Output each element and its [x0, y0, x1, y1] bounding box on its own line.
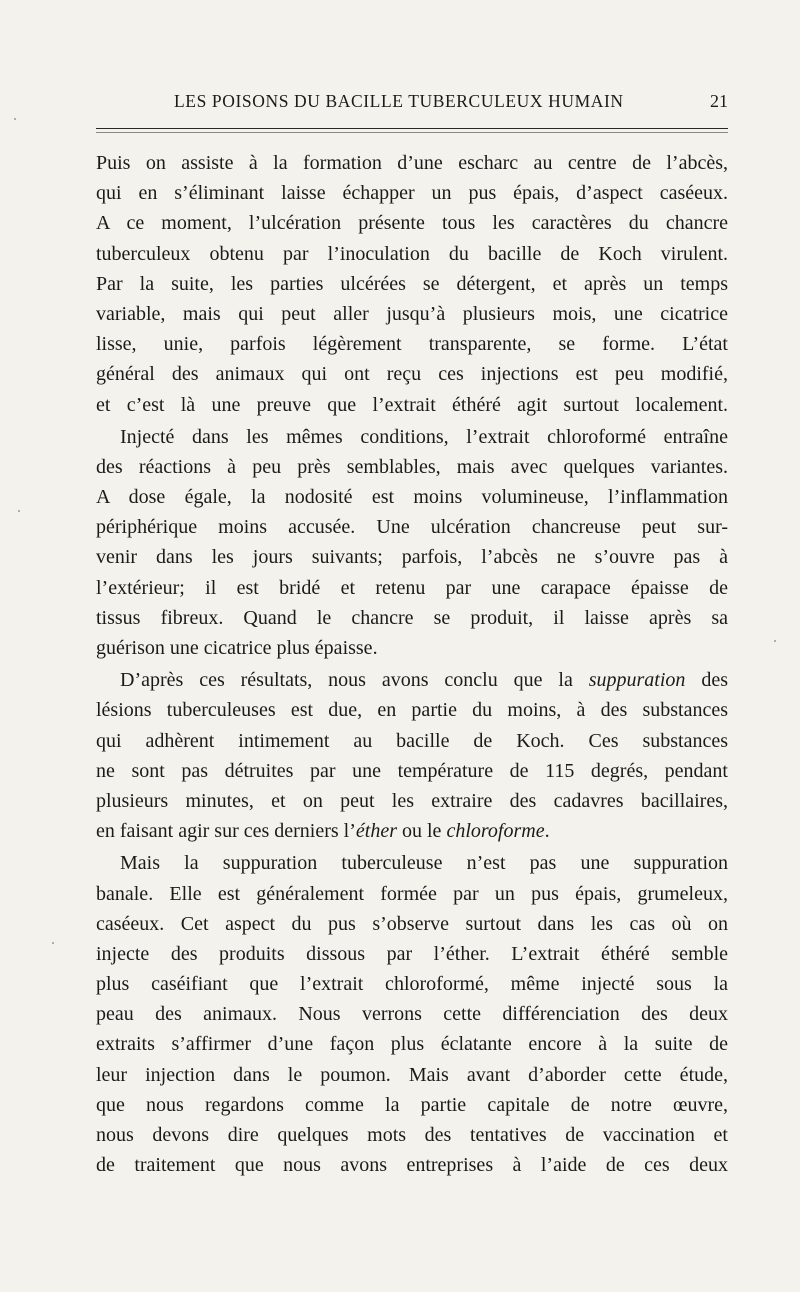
text-line: [96, 665, 728, 695]
text-line: qui adhèrent intimement au bacille de Koch. Ces substances: [96, 729, 728, 752]
text-line: lisse, unie, parfois légèrement transparente, se forme. L’état: [96, 333, 728, 356]
text-line: périphérique moins accusée. Une ulcération chancreuse peut sur-: [96, 516, 728, 539]
text-line: tuberculeux obtenu par l’inoculation du bacille de Koch virulent.: [96, 242, 728, 265]
paper-speck: [14, 118, 16, 120]
italic-term: suppuration: [588, 669, 686, 692]
text-line: Injecté dans les mêmes conditions, l’extrait chloroformé entraîne: [120, 425, 728, 448]
paragraph-1: [96, 148, 728, 420]
italic-term: éther: [355, 820, 397, 843]
text-line: des réactions à peu près semblables, mais avec quelques variantes.: [96, 455, 728, 478]
text-line: extraits s’affirmer d’une façon plus éclatante encore à la suite de: [96, 1033, 728, 1056]
text-line: banale. Elle est généralement formée par un pus épais, grumeleux,: [96, 882, 728, 905]
text-line: tissus fibreux. Quand le chancre se produit, il laisse après sa: [96, 606, 728, 629]
text-line: A ce moment, l’ulcération présente tous les caractères du chancre: [96, 212, 728, 235]
italic-term: chloroforme: [446, 820, 545, 843]
text-line: général des animaux qui ont reçu ces injections est peu modifié,: [96, 363, 728, 386]
text-line: nous devons dire quelques mots des tentatives de vaccination et: [96, 1124, 728, 1146]
text-line: plusieurs minutes, et on peut les extraire des cadavres bacillaires,: [96, 789, 728, 812]
text-line: qui en s’éliminant laisse échapper un pus épais, d’aspect caséeux.: [96, 182, 728, 205]
text-line: Puis on assiste à la formation d’une escharc au centre de l’abcès,: [96, 152, 728, 174]
text-run: ou le: [397, 820, 447, 843]
text-line: lésions tuberculeuses est due, en partie du moins, à des substances: [96, 699, 728, 722]
text-line: Par la suite, les parties ulcérées se détergent, et après un temps: [96, 272, 728, 295]
paragraph-3: [96, 665, 728, 846]
text-run: en faisant agir sur ces derniers l’: [96, 820, 356, 843]
paragraph-2: [96, 422, 728, 664]
text-line: guérison une cicatrice plus épaisse.: [96, 637, 378, 659]
running-head: [96, 90, 728, 116]
text-line: peau des animaux. Nous verrons cette différenciation des deux: [96, 1003, 728, 1026]
page-number: 21: [710, 91, 728, 111]
header-rule-fine: [96, 132, 728, 133]
text-line: plus caséifiant que l’extrait chloroformé, même injecté sous la: [96, 973, 728, 996]
text-line: variable, mais qui peut aller jusqu’à plusieurs mois, une cicatrice: [96, 302, 728, 325]
text-line: A dose égale, la nodosité est moins volumineuse, l’inflammation: [96, 486, 728, 509]
text-run: D’après ces résultats, nous avons conclu que la: [120, 669, 589, 692]
running-title: LES POISONS DU BACILLE TUBERCULEUX HUMAIN: [174, 91, 624, 111]
text-line: que nous regardons comme la partie capitale de notre œuvre,: [96, 1093, 728, 1116]
text-line: et c’est là une preuve que l’extrait éthéré agit surtout localement.: [96, 393, 728, 416]
text-run: des: [685, 669, 728, 692]
header-rule: [96, 128, 728, 129]
text-line: ne sont pas détruites par une température de 115 degrés, pendant: [96, 759, 728, 782]
text-run: .: [544, 820, 550, 843]
text-line: caséeux. Cet aspect du pus s’observe surtout dans les cas où on: [96, 912, 728, 935]
text-line: Mais la suppuration tuberculeuse n’est pas une suppuration: [120, 852, 728, 875]
paragraph-4: [96, 848, 728, 1180]
body-text: [96, 148, 728, 1180]
text-line: venir dans les jours suivants; parfois, l’abcès ne s’ouvre pas à: [96, 546, 728, 569]
paper-speck: [18, 510, 20, 512]
paper-speck: [774, 640, 776, 642]
text-line: leur injection dans le poumon. Mais avant d’aborder cette étude,: [96, 1063, 728, 1086]
paper-speck: [52, 942, 54, 944]
text-line: [96, 816, 728, 846]
text-line: de traitement que nous avons entreprises à l’aide de ces deux: [96, 1154, 728, 1177]
text-line: injecte des produits dissous par l’éther. L’extrait éthéré semble: [96, 942, 728, 965]
text-line: l’extérieur; il est bridé et retenu par une carapace épaisse de: [96, 576, 728, 599]
